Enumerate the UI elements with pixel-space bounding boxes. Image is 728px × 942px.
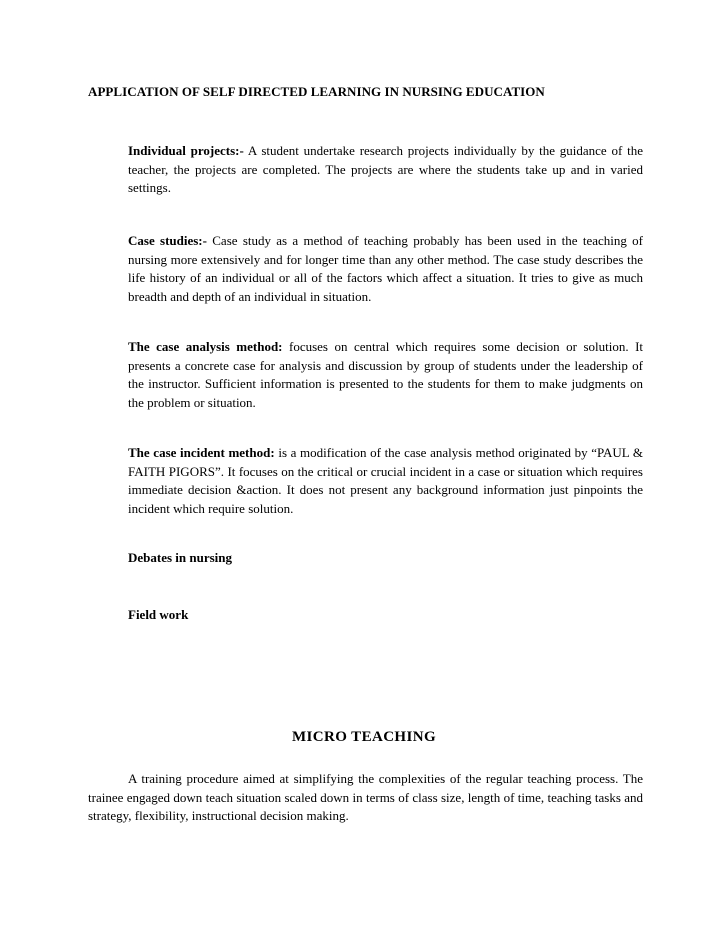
item-field-work <box>128 606 643 625</box>
item-term: The case incident method: <box>128 445 275 460</box>
item-term: Debates in nursing <box>128 550 233 565</box>
item-term: Field work <box>128 607 189 622</box>
page-title: APPLICATION OF SELF DIRECTED LEARNING IN NURSING EDUCATION <box>88 84 545 99</box>
item-term: Individual projects:- <box>128 143 244 158</box>
item-term: Case studies:- <box>128 233 207 248</box>
item-case-studies <box>128 232 643 306</box>
item-text: focuses on central which requires some decision or solution. It presents a concrete case for analysis and discussion by group of students under the leadership of the instructor. Sufficient information is presented to the students for them to make judgments on the problem or situation. <box>128 339 644 410</box>
item-text: is a modification of the case analysis method originated by “PAUL & FAITH PIGORS”. It focuses on the critical or crucial incident in a case or situation which requires immediate decision &action. It does not present any background information just pinpoints the incident which require solution. <box>128 445 644 516</box>
item-term: The case analysis method: <box>128 339 283 354</box>
item-debates-in-nursing <box>128 549 643 568</box>
item-case-analysis-method <box>128 338 643 412</box>
section-heading: MICRO TEACHING <box>291 729 437 745</box>
section-paragraph: A training procedure aimed at simplifying the complexities of the regular teaching process. The trainee engaged down teach situation scaled down in terms of class size, length of time, teaching tasks and strategy, flexibility, instructional decision making. <box>88 771 643 823</box>
item-text: A student undertake research projects individually by the guidance of the teacher, the projects are completed. The projects are where the students take up and in varied settings. <box>128 143 643 195</box>
item-text: Case study as a method of teaching probably has been used in the teaching of nursing more extensively and for longer time than any other method. The case study describes the life history of an individual or all of the factors which affect a situation. It tries to give as much breadth and depth of an individual in situation. <box>128 233 644 304</box>
item-individual-projects <box>128 142 643 198</box>
item-case-incident-method <box>128 444 643 518</box>
